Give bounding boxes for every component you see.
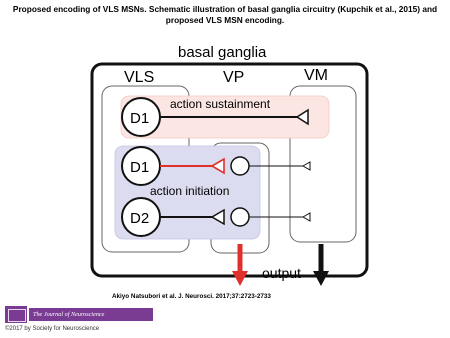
vp-neuron-bottom xyxy=(231,208,249,226)
vp-output-arrow-head xyxy=(232,271,248,286)
vm-output-arrow-head xyxy=(313,271,329,286)
vls-label: VLS xyxy=(124,69,155,86)
citation: Akiyo Natsubori et al. J. Neurosci. 2017;37:2723-2733 xyxy=(112,293,271,300)
d1-label-mid: D1 xyxy=(130,159,150,176)
journal-name: The Journal of Neuroscience xyxy=(29,308,153,321)
action-initiation-label: action initiation xyxy=(150,184,230,198)
d1-label-top: D1 xyxy=(130,110,150,127)
copyright-notice: ©2017 by Society for Neuroscience xyxy=(5,326,100,332)
basal-ganglia-label: basal ganglia xyxy=(178,44,267,61)
vm-label: VM xyxy=(304,67,328,84)
d2-label: D2 xyxy=(130,210,150,227)
figure-title: Proposed encoding of VLS MSNs. Schematic illustration of basal ganglia circuitry (Kupchik et al., 2015) and proposed VLS MSN encoding. xyxy=(12,4,438,25)
journal-logo-icon xyxy=(5,306,27,323)
action-sustainment-label: action sustainment xyxy=(170,97,271,111)
output-label: output xyxy=(262,265,301,281)
vp-label: VP xyxy=(223,69,245,86)
publisher-footer xyxy=(5,306,155,336)
vp-neuron-top xyxy=(231,157,249,175)
